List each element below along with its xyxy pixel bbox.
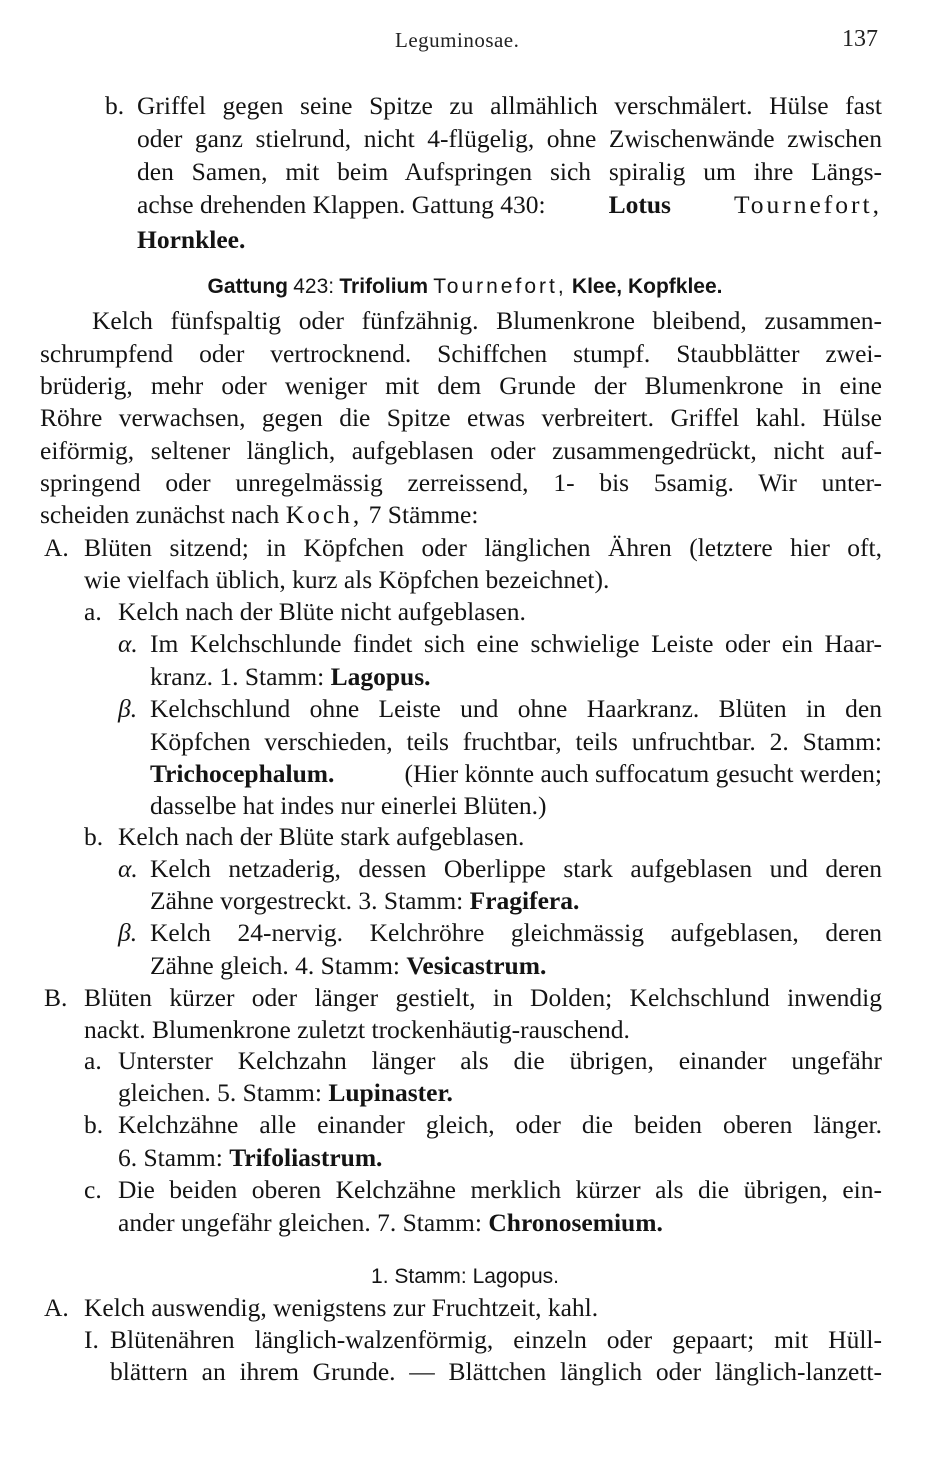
key-label: b. (84, 1110, 104, 1139)
text-line (150, 951, 546, 981)
text-span: 6. Stamm: (118, 1143, 223, 1172)
text-line (118, 1143, 382, 1173)
key-label: b. (84, 822, 104, 851)
author-name: Tournefort, (733, 190, 882, 219)
stem-name: Lupinaster. (328, 1078, 453, 1107)
text-line: Unterster Kelchzahn länger als die übrigen, einander ungefähr (118, 1046, 882, 1075)
section-heading (0, 1262, 930, 1292)
text-line: Kelchzähne alle einander gleich, oder die beiden oberen länger. (118, 1110, 882, 1139)
stem-name: Vesicastrum. (406, 951, 547, 980)
key-label: b. (105, 91, 125, 120)
stem-name: Chronosemium. (488, 1208, 663, 1237)
genus-heading-common: Klee, Kopfklee. (571, 275, 723, 298)
common-name: Hornklee. (137, 225, 246, 254)
stem-name: Trichocephalum. (150, 759, 335, 788)
key-label: c. (84, 1175, 102, 1204)
key-label: β. (118, 694, 138, 723)
key-label: β. (118, 918, 138, 947)
key-label: α. (118, 854, 138, 883)
text-line: Die beiden oberen Kelchzähne merklich kürzer als die übrigen, ein- (118, 1175, 882, 1204)
section-heading-text: 1. Stamm: (371, 1265, 467, 1288)
text-line: blättern an ihrem Grunde. — Blättchen länglich oder länglich-lanzett- (110, 1357, 882, 1386)
genus-heading-author: Tournefort, (433, 275, 567, 298)
key-label: B. (44, 983, 68, 1012)
key-label: A. (44, 533, 69, 562)
running-head: Leguminosae. (395, 28, 520, 52)
genus-heading-prefix: Gattung (207, 275, 288, 298)
text-line (150, 662, 431, 692)
genus-heading (0, 271, 930, 302)
text-line: wie vielfach üblich, kurz als Köpfchen bezeichnet). (84, 565, 610, 594)
key-label: A. (44, 1293, 69, 1322)
text-line: Kelch nach der Blüte nicht aufgeblasen. (118, 597, 526, 626)
text-line: Kelch auswendig, wenigstens zur Fruchtzeit, kahl. (84, 1293, 599, 1322)
text-line: oder ganz stielrund, nicht 4-flügelig, ohne Zwischenwände zwischen (137, 124, 882, 153)
key-label: a. (84, 597, 102, 626)
genus-heading-number: 423: (293, 275, 335, 298)
text-line: Kelch nach der Blüte stark aufgeblasen. (118, 822, 525, 851)
description-line: schrumpfend oder vertrocknend. Schiffchen stumpf. Staubblätter zwei- (40, 339, 882, 368)
description-line: Röhre verwachsen, gegen die Spitze etwas verbreitert. Griffel kahl. Hülse (40, 403, 882, 432)
key-label: I. (84, 1325, 99, 1354)
key-label: α. (118, 629, 138, 658)
text-line (118, 1078, 453, 1108)
text-span: Zähne vorgestreckt. 3. Stamm: (150, 886, 464, 915)
section-heading-name: Lagopus. (472, 1265, 559, 1288)
text-span: achse drehenden Klappen. Gattung 430: (137, 190, 546, 219)
text-line (150, 759, 882, 789)
text-line: Griffel gegen seine Spitze zu allmählich verschmälert. Hülse fast (137, 91, 882, 120)
text-line (118, 1208, 663, 1238)
description-line: Kelch fünfspaltig oder fünfzähnig. Blumenkrone bleibend, zusammen- (92, 306, 882, 335)
text-span: Zähne gleich. 4. Stamm: (150, 951, 400, 980)
text-line: dasselbe hat indes nur einerlei Blüten.) (150, 791, 547, 820)
text-line: Im Kelchschlunde findet sich eine schwielige Leiste oder ein Haar- (150, 629, 882, 658)
text-span: kranz. 1. Stamm: (150, 662, 325, 691)
page-number: 137 (842, 26, 878, 52)
text-line (150, 886, 579, 916)
text-line: den Samen, mit beim Aufspringen sich spiralig um ihre Längs- (137, 157, 882, 186)
text-line: Kelch netzaderig, dessen Oberlippe stark aufgeblasen und deren (150, 854, 882, 883)
description-line: springend oder unregelmässig zerreissend, 1- bis 5samig. Wir unter- (40, 468, 882, 497)
text-line: Kelchschlund ohne Leiste und ohne Haarkranz. Blüten in den (150, 694, 882, 723)
text-span: (Hier könnte auch suffocatum gesucht werden; (404, 759, 882, 788)
author-name: Koch, (285, 500, 363, 529)
description-line: eiförmig, seltener länglich, aufgeblasen oder zusammengedrückt, nicht auf- (40, 436, 882, 465)
stem-name: Fragifera. (469, 886, 580, 915)
text-span: ander ungefähr gleichen. 7. Stamm: (118, 1208, 482, 1237)
description-line (40, 500, 478, 530)
text-line (137, 190, 882, 220)
stem-name: Trifoliastrum. (229, 1143, 383, 1172)
text-line: Blüten sitzend; in Köpfchen oder länglichen Ähren (letztere hier oft, (84, 533, 882, 562)
text-line: Blütenähren länglich-walzenförmig, einzeln oder gepaart; mit Hüll- (110, 1325, 882, 1354)
description-line: brüderig, mehr oder weniger mit dem Grunde der Blumenkrone in eine (40, 371, 882, 400)
text-line: Köpfchen verschieden, teils fruchtbar, teils unfruchtbar. 2. Stamm: (150, 727, 882, 756)
genus-heading-name: Trifolium (339, 275, 429, 298)
text-span: 7 Stämme: (368, 500, 479, 529)
text-span: scheiden zunächst nach (40, 500, 280, 529)
stem-name: Lagopus. (330, 662, 431, 691)
key-label: a. (84, 1046, 102, 1075)
text-span: gleichen. 5. Stamm: (118, 1078, 322, 1107)
text-line: Blüten kürzer oder länger gestielt, in Dolden; Kelchschlund inwendig (84, 983, 882, 1012)
text-line: Kelch 24-nervig. Kelchröhre gleichmässig aufgeblasen, deren (150, 918, 882, 947)
genus-name: Lotus (608, 190, 671, 219)
text-line: nackt. Blumenkrone zuletzt trockenhäutig-rauschend. (84, 1015, 630, 1044)
